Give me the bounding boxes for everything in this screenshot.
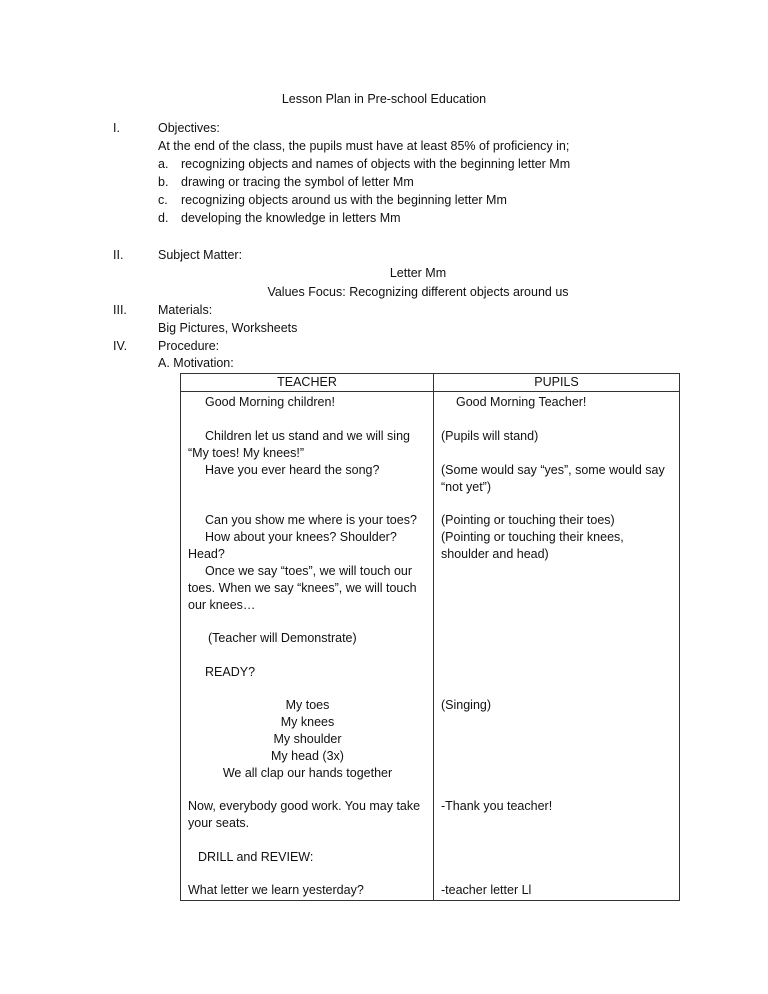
drill-review-heading: DRILL and REVIEW: bbox=[198, 850, 314, 864]
objective-letter: a. bbox=[158, 157, 169, 171]
teacher-line: Good Morning children! bbox=[205, 395, 335, 409]
objective-item: drawing or tracing the symbol of letter Mm bbox=[181, 175, 414, 189]
song-line: My toes bbox=[285, 698, 330, 712]
pupils-cell bbox=[434, 392, 680, 901]
teacher-line: “My toes! My knees!” bbox=[188, 446, 304, 460]
objective-letter: d. bbox=[158, 211, 169, 225]
section-numeral-subject: II. bbox=[113, 248, 124, 262]
section-numeral-materials: III. bbox=[113, 303, 127, 317]
objective-item: recognizing objects and names of objects with the beginning letter Mm bbox=[181, 157, 571, 171]
objective-item: developing the knowledge in letters Mm bbox=[181, 211, 401, 225]
objective-item: recognizing objects around us with the beginning letter Mm bbox=[181, 193, 507, 207]
pupil-line: Good Morning Teacher! bbox=[456, 395, 587, 409]
teacher-line: READY? bbox=[205, 665, 256, 679]
pupil-line: (Pointing or touching their toes) bbox=[441, 513, 615, 527]
pupil-line: (Pointing or touching their knees, bbox=[441, 530, 624, 544]
teacher-line: your seats. bbox=[188, 816, 250, 830]
teacher-line: How about your knees? Shoulder? bbox=[205, 530, 397, 544]
values-focus: Values Focus: Recognizing different objects around us bbox=[267, 285, 569, 299]
motivation-heading: A. Motivation: bbox=[158, 356, 234, 370]
teacher-cell bbox=[181, 392, 434, 901]
procedure-heading: Procedure: bbox=[158, 339, 220, 353]
objective-letter: c. bbox=[158, 193, 168, 207]
song-line: My knees bbox=[280, 715, 335, 729]
teacher-line: (Teacher will Demonstrate) bbox=[208, 631, 357, 645]
song-line: My head (3x) bbox=[271, 749, 344, 763]
teacher-column-header: TEACHER bbox=[181, 374, 434, 392]
teacher-line: toes. When we say “knees”, we will touch bbox=[188, 581, 417, 595]
pupil-line: (Pupils will stand) bbox=[441, 429, 539, 443]
pupil-line: -teacher letter Ll bbox=[441, 883, 532, 897]
song-line: We all clap our hands together bbox=[222, 766, 393, 780]
teacher-line: What letter we learn yesterday? bbox=[188, 883, 364, 897]
objectives-intro: At the end of the class, the pupils must have at least 85% of proficiency in; bbox=[158, 139, 570, 153]
pupil-line: (Some would say “yes”, some would say bbox=[441, 463, 665, 477]
teacher-line: Now, everybody good work. You may take bbox=[188, 799, 421, 813]
materials-text: Big Pictures, Worksheets bbox=[158, 321, 298, 335]
song-line: My shoulder bbox=[273, 732, 342, 746]
objective-letter: b. bbox=[158, 175, 169, 189]
section-numeral-procedure: IV. bbox=[113, 339, 128, 353]
pupil-line: (Singing) bbox=[441, 698, 492, 712]
procedure-table bbox=[180, 373, 680, 901]
pupils-column-header: PUPILS bbox=[434, 374, 680, 392]
teacher-line: Have you ever heard the song? bbox=[205, 463, 380, 477]
objectives-heading: Objectives: bbox=[158, 121, 220, 135]
teacher-line: Can you show me where is your toes? bbox=[205, 513, 417, 527]
materials-heading: Materials: bbox=[158, 303, 213, 317]
section-numeral-objectives: I. bbox=[113, 121, 120, 135]
teacher-line: Children let us stand and we will sing bbox=[205, 429, 410, 443]
subject-heading: Subject Matter: bbox=[158, 248, 243, 262]
teacher-line: Once we say “toes”, we will touch our bbox=[205, 564, 413, 578]
pupil-line: shoulder and head) bbox=[441, 547, 549, 561]
pupil-line: -Thank you teacher! bbox=[441, 799, 553, 813]
teacher-line: Head? bbox=[188, 547, 225, 561]
subject-topic: Letter Mm bbox=[389, 266, 447, 280]
page-title: Lesson Plan in Pre-school Education bbox=[281, 92, 487, 106]
teacher-line: our knees… bbox=[188, 598, 256, 612]
pupil-line: “not yet”) bbox=[441, 480, 492, 494]
